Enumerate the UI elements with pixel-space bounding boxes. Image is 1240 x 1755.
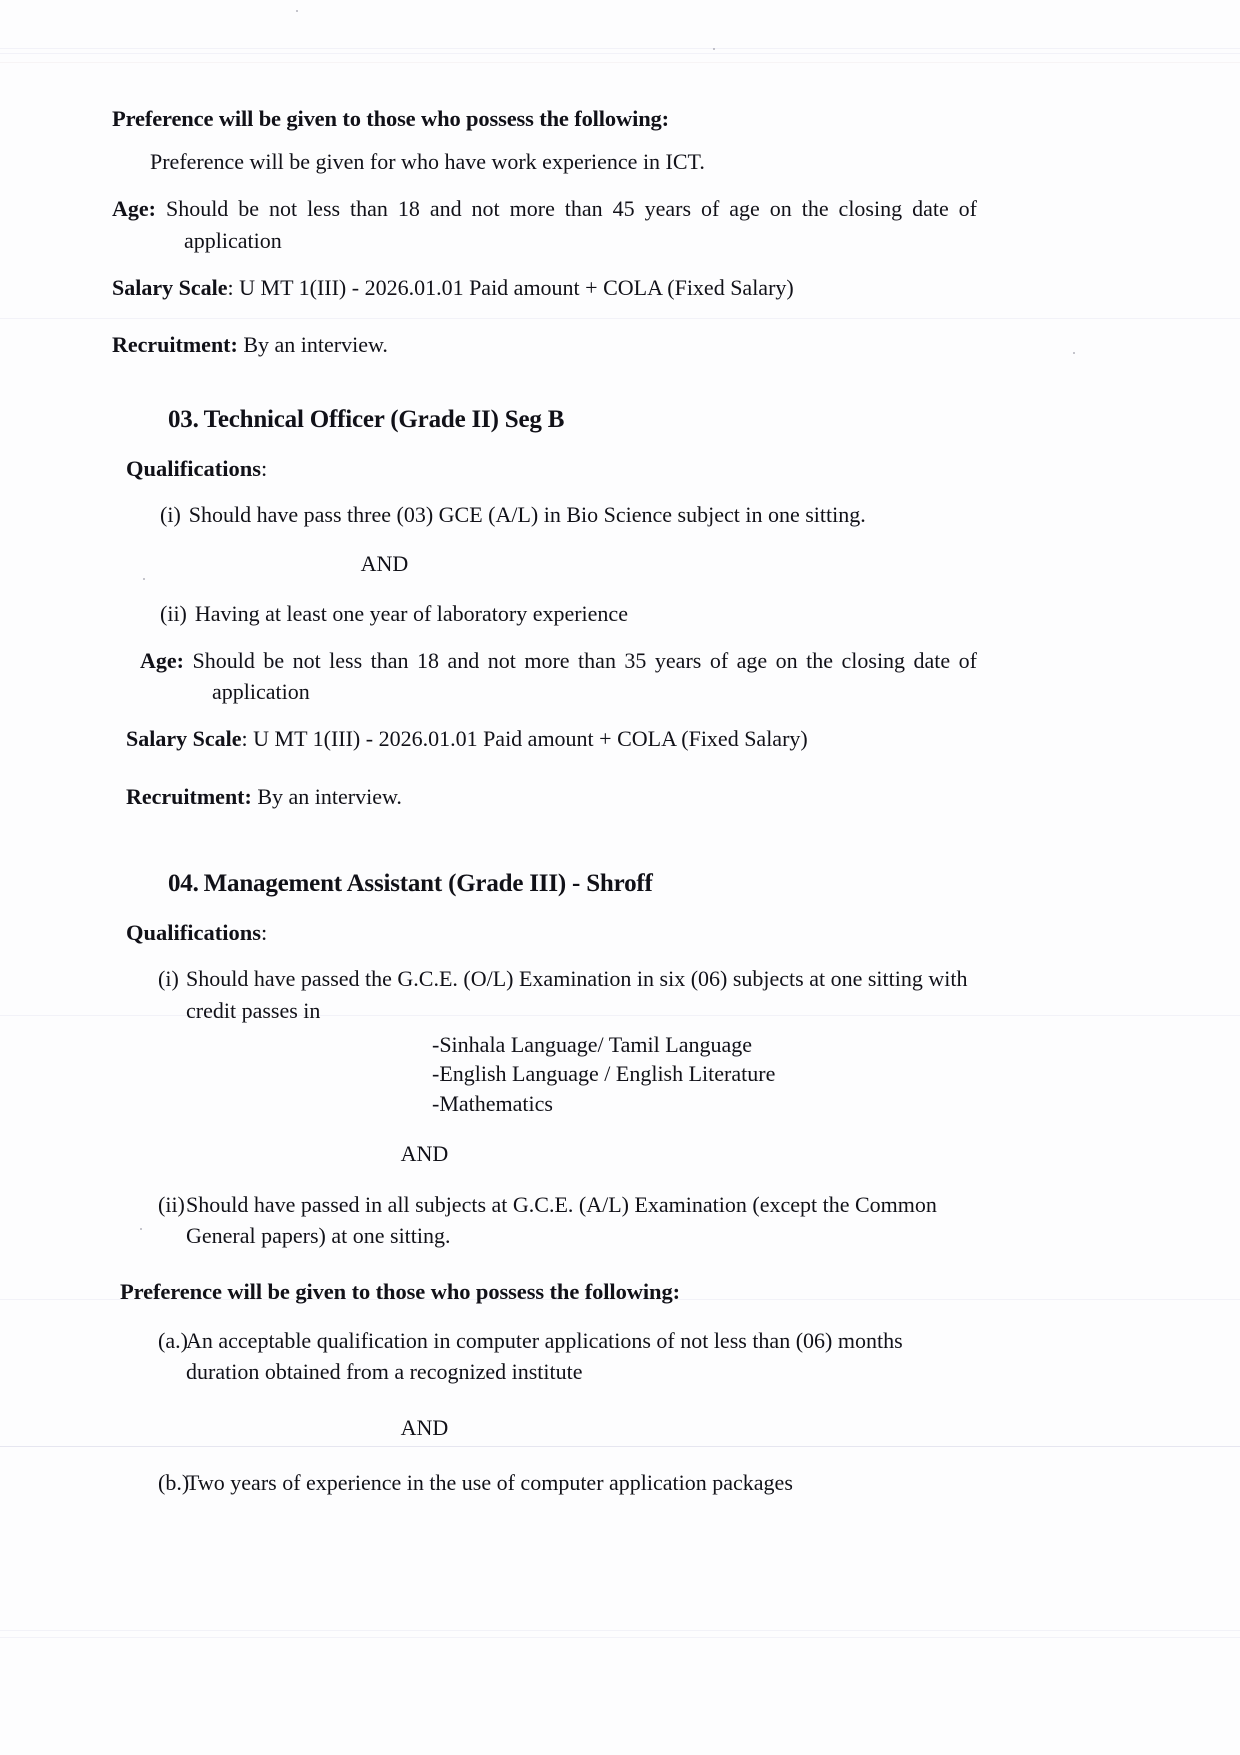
item-marker: (b.) [158,1470,190,1495]
salary-colon: : [227,274,234,300]
qualifications-label-03: Qualifications [126,456,262,482]
credit-subject-list [112,1030,977,1119]
item-text: Should have pass three (03) GCE (A/L) in Bio Science subject in one sitting. [188,501,866,527]
age-text: Should be not less than 18 and not more than 35 years of age on the closing date of application [192,647,978,705]
scan-speck [1073,352,1075,354]
spacer [112,771,977,781]
section-title-04 [168,868,977,899]
qualification-item-04-ii [112,1189,977,1251]
section-title-03 [168,404,977,435]
age-text: Should be not less than 18 and not more than 45 years of age on the closing date of application [165,196,977,253]
item-text: Two years of experience in the use of computer application packages [186,1470,793,1495]
item-marker: (i) [158,966,179,992]
section-number-04: 04. [168,869,199,897]
item-text: Should have passed in all subjects at G.C.E. (A/L) Examination (except the Common General papers) at one sitting. [186,1191,937,1249]
item-marker: (ii) [158,1191,185,1217]
item-marker: (i) [160,501,181,527]
recruitment-label: Recruitment: [112,331,238,357]
qualifications-heading-04 [126,919,977,947]
salary-colon: : [241,726,248,752]
scan-speck [296,10,298,12]
conjunction-and-04: AND [400,1140,449,1166]
age-paragraph-03 [126,645,977,707]
subject-line-sinhala-tamil: -Sinhala Language/ Tamil Language [432,1031,752,1057]
salary-paragraph-03 [126,723,977,754]
recruitment-text: By an interview. [257,783,402,809]
scan-artifact-line [0,1637,1240,1638]
scan-artifact-line [0,1630,1240,1631]
spacer [112,635,977,645]
item-text: An acceptable qualification in computer applications of not less than (06) months duration obtained from a recognized institute [186,1327,903,1384]
scan-artifact-line [0,53,1240,54]
preference-heading-04: Preference will be given to those who possess the following: [120,1279,680,1305]
qualification-item-03-i [112,500,977,530]
item-text: Having at least one year of laboratory experience [194,601,628,627]
section-name-03: Technical Officer (Grade II) Seg B [203,406,565,434]
item-marker: (ii) [160,601,187,627]
recruitment-text: By an interview. [243,331,388,357]
section-name-04: Management Assistant (Grade III) - Shroff [203,869,653,897]
item-marker: (a.) [158,1327,188,1353]
recruitment-paragraph-03 [126,781,977,812]
qualifications-heading-03 [126,455,977,483]
qualification-item-04-i [112,963,977,1025]
recruitment-paragraph-top [112,329,977,360]
salary-text: U MT 1(III) - 2026.01.01 Paid amount + COLA (Fixed Salary) [253,726,808,752]
scan-artifact-line [0,62,1240,63]
qualification-item-03-ii [112,599,977,629]
salary-text: U MT 1(III) - 2026.01.01 Paid amount + COLA (Fixed Salary) [239,274,794,300]
preference-item-b [112,1467,977,1498]
preference-heading-top: Preference will be given to those who possess the following: [112,106,669,131]
scan-speck [713,48,715,50]
preference-item-a [112,1325,977,1387]
document-body [112,104,977,1502]
item-text: Should have passed the G.C.E. (O/L) Examination in six (06) subjects at one sitting with credit passes in [186,966,968,1023]
qualifications-colon-03: : [261,456,268,482]
salary-paragraph-top [112,272,977,303]
scan-artifact-line [0,48,1240,49]
age-label: Age: [140,647,184,673]
conjunction-and-03: AND [360,551,409,577]
spacer [112,319,977,329]
recruitment-label: Recruitment: [126,783,252,809]
preference-text-top: Preference will be given for who have work experience in ICT. [150,149,705,175]
qualifications-colon-04: : [261,920,268,946]
section-number-03: 03. [168,406,199,434]
subject-line-english: -English Language / English Literature [432,1061,776,1087]
age-paragraph-top [112,193,977,255]
salary-label: Salary Scale [112,274,228,300]
conjunction-and-preference: AND [400,1415,449,1440]
age-label: Age: [112,196,156,222]
subject-line-mathematics: -Mathematics [432,1091,553,1117]
salary-label: Salary Scale [126,726,242,752]
qualifications-label-04: Qualifications [126,920,262,946]
